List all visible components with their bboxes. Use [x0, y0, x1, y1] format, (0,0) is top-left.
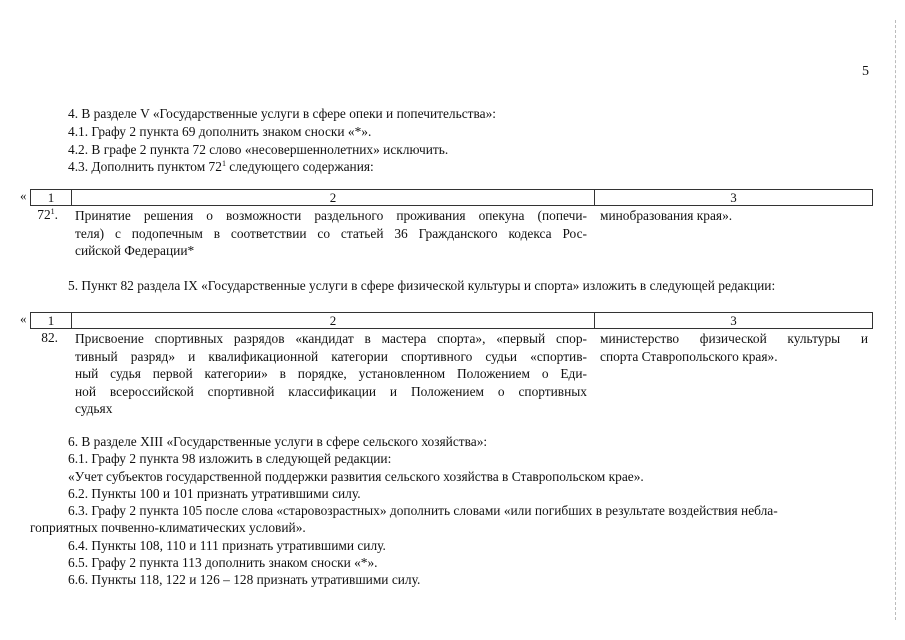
- section6-line7: 6.5. Графу 2 пункта 113 дополнить знаком сноски «*».: [68, 555, 378, 570]
- table1-header: [30, 189, 873, 206]
- table1-row-col3: минобразования края».: [600, 208, 733, 223]
- section6-line8: 6.6. Пункты 118, 122 и 126 – 128 признать утратившими силу.: [68, 572, 421, 587]
- table2-col2-line: Присвоение спортивных разрядов «кандидат в мастера спорта», «первый спор-: [75, 331, 587, 346]
- table1-col2-line: Принятие решения о возможности раздельного проживания опекуна (попечи-: [75, 208, 587, 223]
- table1-row-number-dot: .: [54, 207, 58, 222]
- table2-col2-line: судьях: [75, 401, 113, 416]
- table2-row-col3: [600, 330, 868, 365]
- section4-line4: [68, 158, 374, 175]
- table2-col2-line: ной всероссийской спортивной классификации и Положением о спортивных: [75, 383, 587, 399]
- table2-header-col3: 3: [730, 313, 737, 328]
- page-number: 5: [862, 64, 869, 79]
- section6-line6: 6.4. Пункты 108, 110 и 111 признать утратившими силу.: [68, 538, 386, 553]
- page-edge: [894, 20, 896, 620]
- section5-text: 5. Пункт 82 раздела IX «Государственные услуги в сфере физической культуры и спорта» изложить в следующей редакции:: [68, 278, 776, 293]
- table1-header-col2: 2: [329, 190, 337, 205]
- table2-row-number: 82.: [41, 330, 58, 345]
- section4-line4-text: 4.3. Дополнить пунктом 72: [68, 159, 222, 174]
- section6-line5-continued: гоприятных почвенно-климатических условий».: [30, 520, 306, 535]
- section6-line5: 6.3. Графу 2 пункта 105 после слова «старовозрастных» дополнить словами «или погибших в результате воздействия небла-: [68, 503, 778, 518]
- section6-line4: 6.2. Пункты 100 и 101 признать утратившими силу.: [68, 486, 361, 501]
- section6-line2: 6.1. Графу 2 пункта 98 изложить в следующей редакции:: [68, 451, 392, 466]
- table2-header-col1: 1: [47, 313, 55, 328]
- section4-line1: 4. В разделе V «Государственные услуги в сфере опеки и попечительства»:: [68, 106, 496, 121]
- table1-open-quote: «: [20, 188, 27, 203]
- table2-col3-line: спорта Ставропольского края».: [600, 348, 778, 364]
- section4-line2: 4.1. Графу 2 пункта 69 дополнить знаком сноски «*».: [68, 124, 372, 139]
- table2-row-col2: [75, 330, 587, 418]
- table2-col2-line: тивный разряд» и квалификационной категории спортивного судьи «спортив-: [75, 348, 587, 364]
- table2-open-quote: «: [20, 311, 27, 326]
- section6-line3: «Учет субъектов государственной поддержки развития сельского хозяйства в Ставропольском крае».: [68, 469, 644, 484]
- section4-line3: 4.2. В графе 2 пункта 72 слово «несовершеннолетних» исключить.: [68, 142, 449, 157]
- table1-row-number-sup: 1: [50, 207, 55, 216]
- table1-header-col3: 3: [730, 190, 737, 205]
- section4-line4-sup: 1: [221, 159, 226, 168]
- table1-row-number: [26, 207, 58, 223]
- table2-col3-line: министерство физической культуры и: [600, 331, 868, 346]
- section6-line1: 6. В разделе XIII «Государственные услуги в сфере сельского хозяйства»:: [68, 434, 488, 449]
- table2-col2-line: ный судья первой категории» в порядке, установленном Положением о Еди-: [75, 366, 587, 381]
- table1-row-number-value: 72: [37, 207, 51, 222]
- table2-header: [30, 312, 873, 329]
- table2-header-col2: 2: [329, 313, 337, 328]
- table1-col2-line: сийской Федерации*: [75, 243, 195, 258]
- table1-col2-line: теля) с подопечным в соответствии со статьей 36 Гражданского кодекса Рос-: [75, 225, 587, 241]
- table1-header-col1: 1: [47, 190, 55, 205]
- table1-row-col2: [75, 207, 587, 260]
- section4-line4-tail: следующего содержания:: [225, 159, 374, 174]
